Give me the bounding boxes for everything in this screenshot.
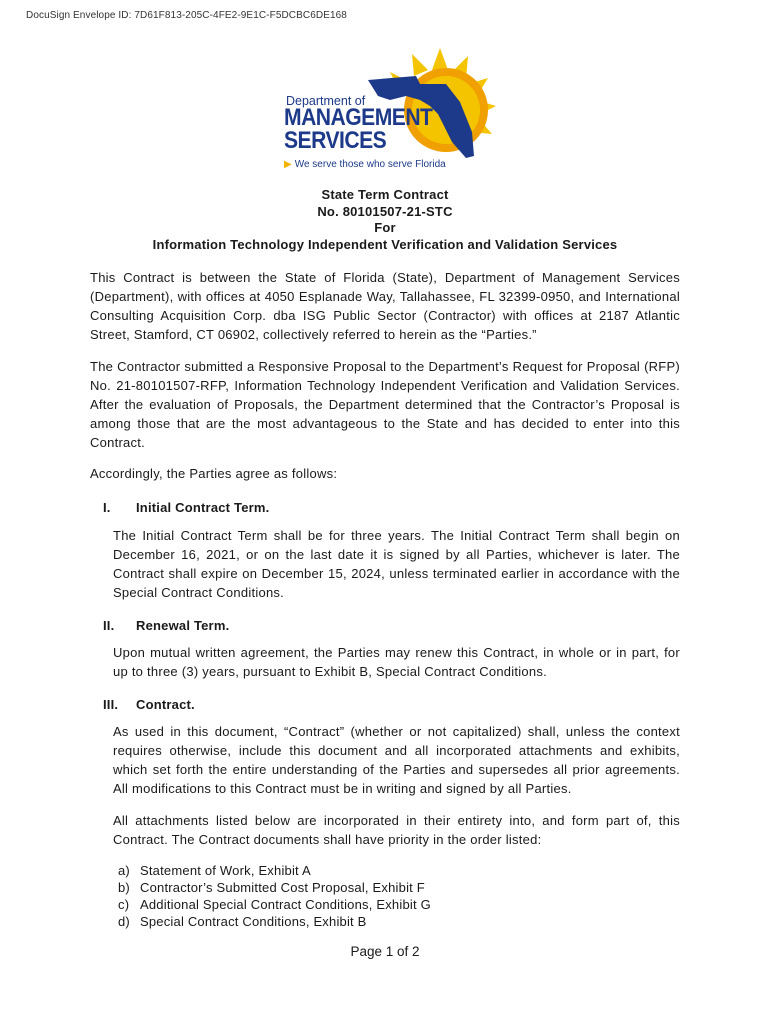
section-2-paragraph: Upon mutual written agreement, the Parties may renew this Contract, in whole or in part, for up to three (3) years, pursuant to Exhibit B, Special Contract Conditions. bbox=[113, 645, 680, 679]
section-3-paragraph-2: All attachments listed below are incorporated in their entirety into, and form part of, this Contract. The Contract documents shall have priority in the order listed: bbox=[113, 813, 680, 847]
logo-tagline-text: We serve those who serve Florida bbox=[294, 159, 446, 170]
list-item-letter: a) bbox=[118, 863, 130, 878]
list-item bbox=[118, 913, 431, 930]
title-line-1: State Term Contract bbox=[321, 187, 449, 202]
section-3-paragraph-1: As used in this document, “Contract” (whether or not capitalized) shall, unless the context requires otherwise, include this document and all incorporated attachments and exhibits, which set forth the entire understanding of the Parties and supersedes all prior agreements. All modifications to this Contract must be in writing and signed by all Parties. bbox=[113, 724, 680, 796]
logo-services: SERVICES bbox=[284, 127, 387, 154]
page-number: Page 1 of 2 bbox=[350, 944, 420, 959]
list-item-text: Special Contract Conditions, Exhibit B bbox=[140, 914, 367, 929]
section-1-heading bbox=[103, 500, 269, 515]
dms-logo bbox=[280, 40, 510, 180]
list-item-letter: c) bbox=[118, 897, 130, 912]
section-1-title: Initial Contract Term. bbox=[136, 500, 270, 515]
attachments-list bbox=[118, 862, 431, 930]
agree-line: Accordingly, the Parties agree as follows: bbox=[90, 466, 338, 481]
logo-tagline bbox=[284, 159, 446, 170]
list-item-text: Statement of Work, Exhibit A bbox=[140, 863, 311, 878]
section-3-heading bbox=[103, 697, 195, 712]
logo-department-of: Department of bbox=[286, 94, 366, 108]
title-line-3: For bbox=[374, 220, 396, 235]
section-3-title: Contract. bbox=[136, 697, 195, 712]
list-item bbox=[118, 879, 431, 896]
play-arrow-icon: ▶ bbox=[284, 159, 292, 170]
list-item-text: Additional Special Contract Conditions, Exhibit G bbox=[140, 897, 431, 912]
title-line-4: Information Technology Independent Verification and Validation Services bbox=[152, 236, 618, 252]
list-item-text: Contractor’s Submitted Cost Proposal, Exhibit F bbox=[140, 880, 425, 895]
section-3-number: III. bbox=[103, 697, 119, 712]
docusign-envelope-id: DocuSign Envelope ID: 7D61F813-205C-4FE2-9E1C-F5DCBC6DE168 bbox=[26, 10, 347, 21]
section-2-title: Renewal Term. bbox=[136, 618, 230, 633]
list-item-letter: b) bbox=[118, 880, 130, 895]
logo-management-services bbox=[284, 106, 432, 152]
section-1-paragraph: The Initial Contract Term shall be for three years. The Initial Contract Term shall begin on December 16, 2021, or on the last date it is signed by all Parties, whichever is later. The Contract shall expire on December 15, 2024, unless terminated earlier in accordance with the Special Contract Conditions. bbox=[113, 528, 680, 600]
intro-paragraph: This Contract is between the State of Florida (State), Department of Management Services (Department), with offices at 4050 Esplanade Way, Tallahassee, FL 32399-0950, and International Consulting Acquisition Corp. dba ISG Public Sector (Contractor) with offices at 2187 Atlantic Street, Stamford, CT 06902, collectively referred to herein as the “Parties.” bbox=[90, 270, 680, 342]
logo-management: MANAGEMENT bbox=[284, 104, 433, 131]
list-item bbox=[118, 862, 431, 879]
section-2-number: II. bbox=[103, 618, 115, 633]
section-1-number: I. bbox=[103, 500, 111, 515]
proposal-paragraph: The Contractor submitted a Responsive Proposal to the Department’s Request for Proposal (RFP) No. 21-80101507-RFP, Information Technology Independent Verification and Validation Services. After the evaluation of Proposals, the Department determined that the Contractor’s Proposal is among those that are the most advantageous to the State and has decided to enter into this Contract. bbox=[90, 359, 680, 450]
section-2-heading bbox=[103, 618, 229, 633]
list-item-letter: d) bbox=[118, 914, 130, 929]
contract-title bbox=[0, 187, 770, 253]
title-line-2: No. 80101507-21-STC bbox=[317, 203, 453, 219]
list-item bbox=[118, 896, 431, 913]
